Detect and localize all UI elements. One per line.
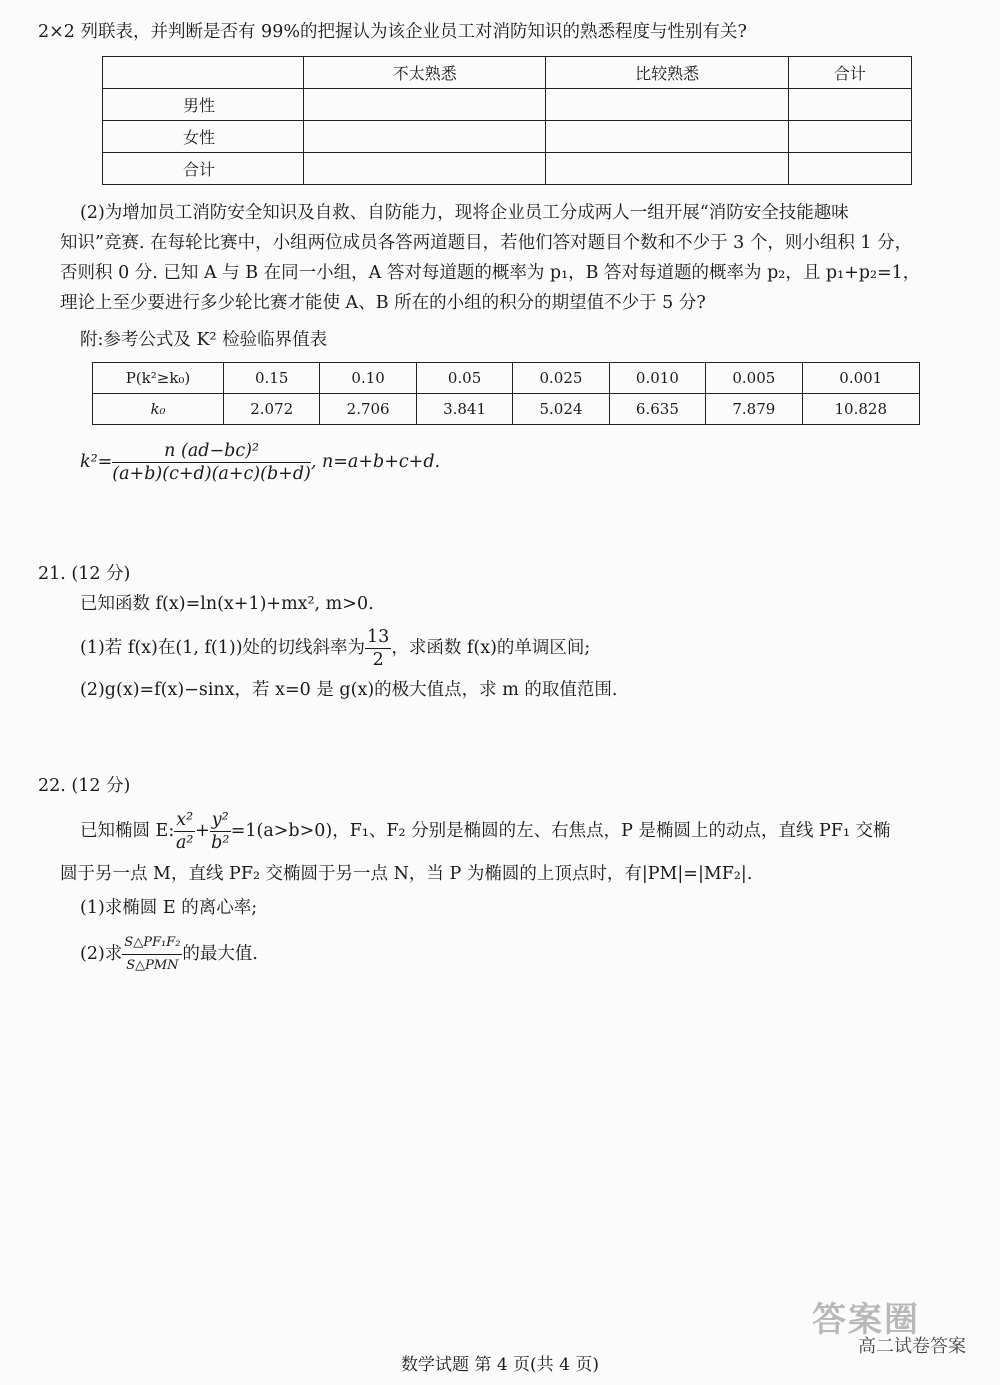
table-cell xyxy=(788,89,911,121)
table-header-cell: 比较熟悉 xyxy=(546,57,788,89)
table-cell: 0.025 xyxy=(513,363,609,394)
row-label: 男性 xyxy=(103,89,304,121)
formula-lhs: k²= xyxy=(80,452,113,472)
table-cell: 0.001 xyxy=(802,363,919,394)
row-label: P(k²≥k₀) xyxy=(93,363,224,394)
q22-text: 已知椭圆 E: xyxy=(80,821,175,841)
x-squared: x² xyxy=(176,810,194,830)
watermark-sub: 高二试卷答案 xyxy=(858,1336,966,1357)
table-cell: 10.828 xyxy=(802,394,919,425)
table-cell: 0.005 xyxy=(706,363,802,394)
q21-heading: 21. (12 分) xyxy=(38,564,131,584)
table-cell xyxy=(788,121,911,153)
y-squared: y² xyxy=(211,810,229,830)
area-denominator: S△PMN xyxy=(126,958,179,973)
table-cell xyxy=(788,153,911,185)
table-cell xyxy=(546,153,788,185)
q20-intro: 2×2 列联表，并判断是否有 99%的把握认为该企业员工对消防知识的熟悉程度与性别有关? xyxy=(38,22,747,42)
appendix-title: 附:参考公式及 K² 检验临界值表 xyxy=(80,330,328,350)
watermark-logo xyxy=(812,1292,972,1372)
formula-numerator: n (ad−bc)² xyxy=(112,440,311,463)
q20-part2-line: 知识”竞赛. 在每轮比赛中，小组两位成员各答两道题目，若他们答对题目个数和不少于 3 个，则小组积 1 分， xyxy=(60,233,913,253)
table-cell: 0.15 xyxy=(224,363,320,394)
a-squared: a² xyxy=(175,833,194,853)
table-cell: 2.706 xyxy=(320,394,416,425)
table-cell: 3.841 xyxy=(416,394,512,425)
page-footer: 数学试题 第 4 页(共 4 页) xyxy=(401,1355,599,1375)
table-cell: 0.010 xyxy=(609,363,705,394)
table-row xyxy=(103,121,912,153)
q21-part1-text: (1)若 f(x)在(1, f(1))处的切线斜率为 xyxy=(80,638,366,658)
table-cell xyxy=(304,153,546,185)
q22-part2-text-end: 的最大值. xyxy=(182,944,258,964)
q20-part2-line: (2)为增加员工消防安全知识及自救、自防能力，现将企业员工分成两人一组开展“消防安全技能趣味 xyxy=(80,203,849,223)
critical-value-table xyxy=(92,362,920,425)
q22-line2: 圆于另一点 M，直线 PF₂ 交椭圆于另一点 N，当 P 为椭圆的上顶点时，有|PM|=|MF₂|. xyxy=(60,864,753,884)
formula-fraction xyxy=(112,440,311,485)
row-label: 女性 xyxy=(103,121,304,153)
table-header-cell xyxy=(103,57,304,89)
formula-rhs: , n=a+b+c+d. xyxy=(310,452,441,472)
contingency-table xyxy=(102,56,912,185)
q20-part2 xyxy=(60,198,975,318)
q20-part2-line: 否则积 0 分. 已知 A 与 B 在同一小组，A 答对每道题的概率为 p₁，B 答对每道题的概率为 p₂，且 p₁+p₂=1， xyxy=(60,263,921,283)
k-squared-formula xyxy=(80,440,440,485)
slope-numerator: 13 xyxy=(367,627,390,647)
q21-part2: (2)g(x)=f(x)−sinx，若 x=0 是 g(x)的极大值点，求 m 的取值范围. xyxy=(80,680,618,700)
q20-part2-line: 理论上至少要进行多少轮比赛才能使 A、B 所在的小组的积分的期望值不少于 5 分? xyxy=(60,293,706,313)
q21-part1 xyxy=(80,626,590,671)
table-row xyxy=(103,57,912,89)
formula-denominator: (a+b)(c+d)(a+c)(b+d) xyxy=(112,464,311,484)
area-numerator: S△PF₁F₂ xyxy=(122,932,182,955)
table-cell xyxy=(304,89,546,121)
table-cell: 7.879 xyxy=(706,394,802,425)
b-squared: b² xyxy=(211,833,230,853)
plus-sign: + xyxy=(195,821,210,841)
row-label: 合计 xyxy=(103,153,304,185)
table-cell xyxy=(546,121,788,153)
slope-fraction xyxy=(365,626,391,671)
table-cell: 0.05 xyxy=(416,363,512,394)
ellipse-y-term xyxy=(210,809,231,854)
watermark-main: 答案圈 xyxy=(812,1300,920,1340)
row-label: k₀ xyxy=(93,394,224,425)
table-header-cell: 不太熟悉 xyxy=(304,57,546,89)
table-cell: 0.10 xyxy=(320,363,416,394)
table-header-cell: 合计 xyxy=(788,57,911,89)
q22-part1: (1)求椭圆 E 的离心率; xyxy=(80,898,258,918)
slope-denominator: 2 xyxy=(372,650,384,670)
area-ratio-fraction xyxy=(122,932,182,977)
q22-line1 xyxy=(80,808,891,854)
q22-text-rest: =1(a>b>0)，F₁、F₂ 分别是椭圆的左、右焦点，P 是椭圆上的动点，直线 PF₁ 交椭 xyxy=(230,821,891,841)
ellipse-x-term xyxy=(174,809,195,854)
table-row xyxy=(103,89,912,121)
table-cell: 5.024 xyxy=(513,394,609,425)
q22-part2 xyxy=(80,926,258,982)
table-cell: 6.635 xyxy=(609,394,705,425)
table-cell xyxy=(546,89,788,121)
q21-part1-text-end: ，求函数 f(x)的单调区间; xyxy=(391,638,591,658)
q21-stem: 已知函数 f(x)=ln(x+1)+mx², m>0. xyxy=(80,594,374,614)
table-cell xyxy=(304,121,546,153)
q22-part2-text: (2)求 xyxy=(80,944,123,964)
table-row xyxy=(103,153,912,185)
table-row xyxy=(93,394,920,425)
table-cell: 2.072 xyxy=(224,394,320,425)
table-row xyxy=(93,363,920,394)
q22-heading: 22. (12 分) xyxy=(38,776,131,796)
